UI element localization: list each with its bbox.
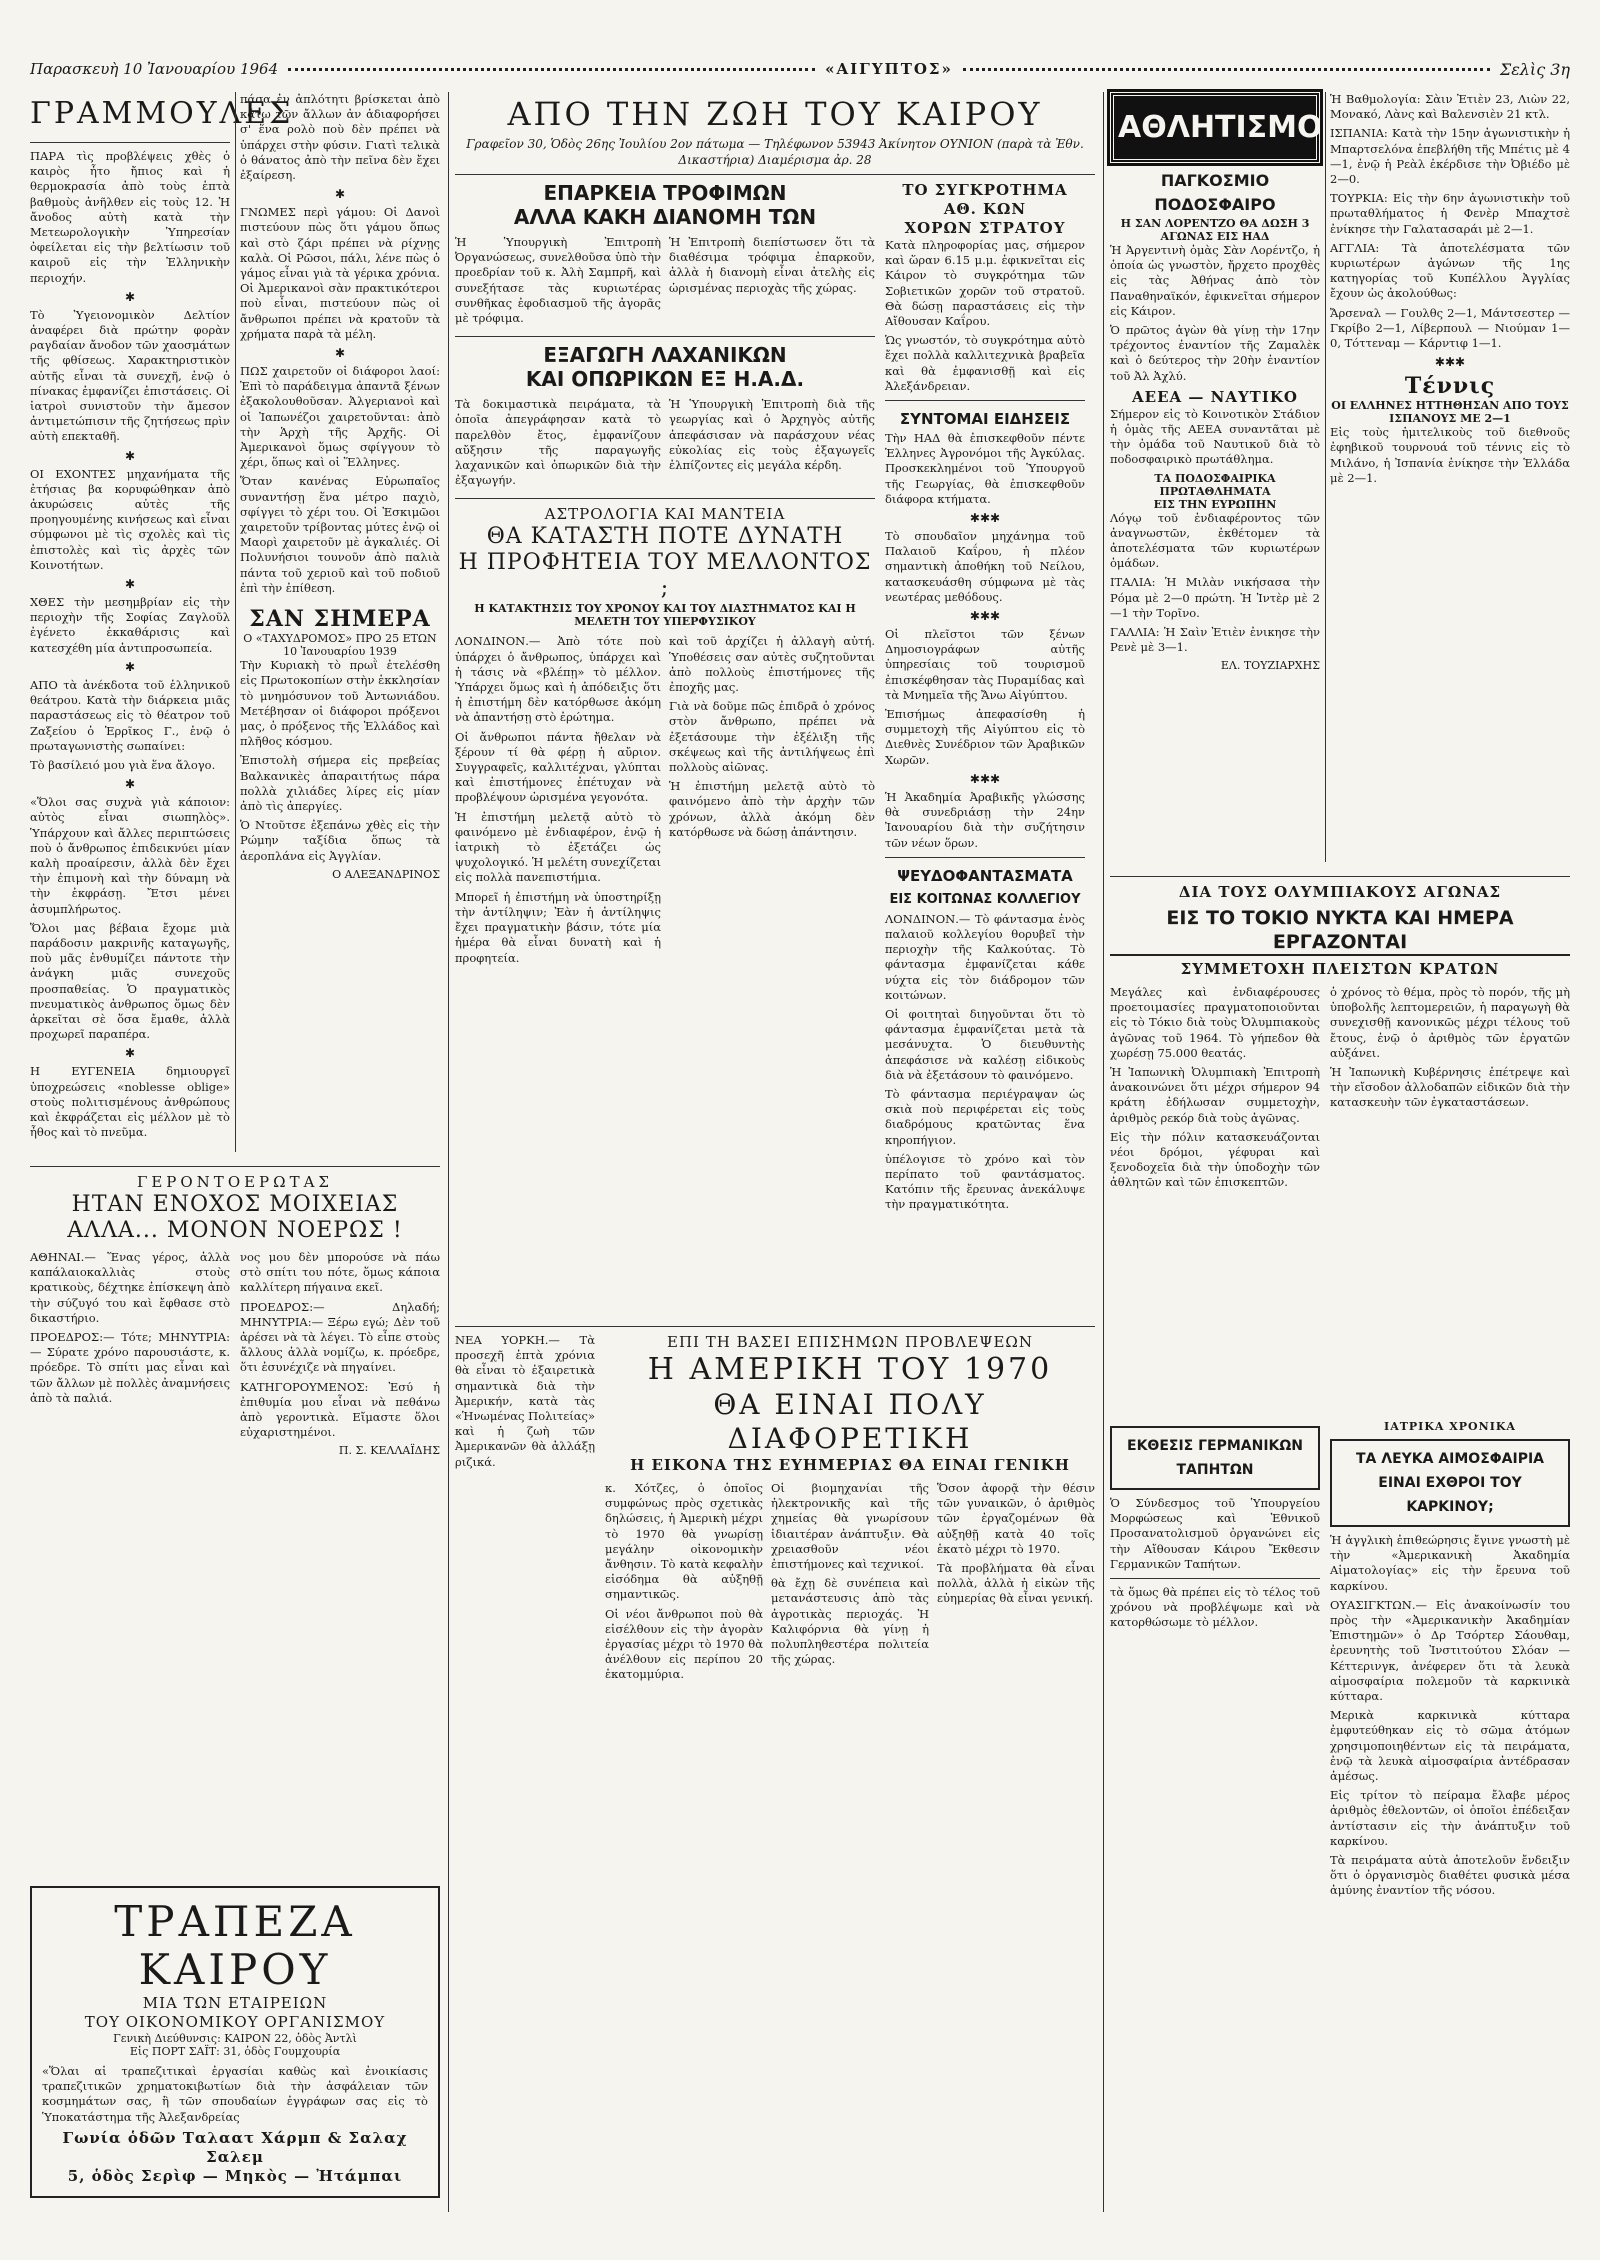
paragraph: «Ὅλοι σας συχνὰ γιὰ κάποιον: αὐτὸς εἶναι σιωπηλὸς». Ὑπάρχουν καὶ ἄλλες περιπτώσεις ποὺ ὁ ἄνθρωπος ἐπιδεικνύει μίαν καλὴ προαίρεσιν, ἀλλὰ δὲν ἔχει τὴν ἐπιμονὴ καὶ τὴν δύναμη νὰ τὴν ἐκφράσῃ. Ἔτσι μένει ἀσυμπλήρωτος. xyxy=(30,795,230,916)
article-headline: ΑΛΛΑ... ΜΟΝΟΝ ΝΟΕΡΩΣ ! xyxy=(67,1218,403,1243)
paragraph: Γιὰ νὰ δοῦμε πῶς ἐπιδρᾶ ὁ χρόνος στὸν ἄνθρωπο, πρέπει νὰ ἐξετάσουμε τὴν ἐξέλιξη τῆς σκέψεως καὶ τῆς ἀντιλήψεως ἐπὶ πολλοὺς αἰῶνας. xyxy=(669,699,875,775)
paragraph: Οἱ φοιτηταὶ διηγοῦνται ὅτι τὸ φάντασμα ἐμφανίζεται μετὰ τὰ μεσάνυχτα. Ὁ διευθυντὴς ἀπεφάσισε νὰ καλέσῃ εἰδικοὺς διὰ νὰ ἐξετάσουν τὸ φαινόμενο. xyxy=(885,1006,1085,1082)
paragraph: Ὡς γνωστόν, τὸ συγκρότημα αὐτὸ ἔχει πολλὰ καλλιτεχνικὰ βραβεῖα καὶ θὰ ἐμφανισθῇ καὶ εἰς Ἀλεξάνδρειαν. xyxy=(885,333,1085,393)
column-grammoules-cont xyxy=(240,92,440,1152)
article-kicker: ΙΑΤΡΙΚΑ ΧΡΟΝΙΚΑ xyxy=(1384,1420,1516,1433)
article-headline: ΕΙΣ ΤΟ ΤΟΚΙΟ ΝΥΚΤΑ ΚΑΙ ΗΜΕΡΑ ΕΡΓΑΖΟΝΤΑΙ xyxy=(1110,906,1570,956)
paragraph: ΑΠΟ τὰ ἀνέκδοτα τοῦ ἑλληνικοῦ θεάτρου. Κατὰ τὴν διάρκεια μιᾶς παραστάσεως εἰς τὸ θέατρον τοῦ Ζαξείου ὁ Ἑρρῖκος Γ., ἑνῷ ὁ πρωταγωνιστὴς σωπαίνει: xyxy=(30,677,230,753)
separator-star-icon: ✱ xyxy=(124,777,136,792)
article-headline: ΘΑ ΚΑΤΑΣΤΗ ΠΟΤΕ ΔΥΝΑΤΗ xyxy=(486,524,844,550)
section-title: ΓΡΑΜΜΟΥΛΕΣ xyxy=(30,96,294,131)
bank-text: «Ὅλαι αἱ τραπεζιτικαὶ ἐργασίαι καθὼς καὶ ἐνοικίασις τραπεζιτικῶν χρηματοκιβωτίων διὰ τὴν ἀσφάλειαν τῶν κοσμημάτων σας, ἢ τῶν σπουδαίων ἐγγράφων σας εἰς τὸ Ὑποκατάστημα τῆς Ἀλεξανδρείας xyxy=(42,2064,428,2124)
paragraph: τὰ ὅμως θὰ πρέπει εἰς τὸ τέλος τοῦ χρόνου νὰ προβλέψωμε καὶ νὰ κατορθώσωμε τὸ μέλλον. xyxy=(1110,1585,1320,1630)
paragraph: Μεγάλες καὶ ἐνδιαφέρουσες προετοιμασίες πραγματοποιοῦνται εἰς τὸ Τόκιο διὰ τοὺς Ὀλυμπιακοὺς ἀγῶνας τοῦ 1964. Τὸ γήπεδον θὰ χωρέσῃ 75.000 θεατάς. xyxy=(1110,985,1320,1060)
bank-address: Γωνία ὁδῶν Ταλαατ Χάρμπ & Σαλαχ Σαλεμ xyxy=(62,2128,408,2166)
paragraph: ΠΑΡΑ τὶς προβλέψεις χθὲς ὁ καιρὸς ἦτο ἤπιος καὶ ἡ θερμοκρασία ἀπὸ τοὺς ἑπτὰ βαθμοὺς ἀνῆλθεν εἰς τοὺς 12. Ἡ ἄνοδος αὐτὴ κατὰ τὴν Μετεωρολογικὴν Ὑπηρεσίαν ὀφείλεται εἰς τὴν βελτίωσιν τοῦ καιροῦ εἰς τὴν Ἑλληνικὴν περιοχήν. xyxy=(30,149,230,285)
article-headline: ΘΑ ΕΙΝΑΙ ΠΟΛΥ ΔΙΑΦΟΡΕΤΙΚΗ xyxy=(713,1388,987,1455)
signature: Ο ΑΛΕΞΑΝΔΡΙΝΟΣ xyxy=(332,867,440,881)
paragraph: Ἐπισήμως ἀπεφασίσθη ἡ συμμετοχὴ τῆς Αἰγύπτου εἰς τὸ Διεθνὲς Συνέδριον τῶν Ἀραβικῶν Χωρῶν. xyxy=(885,707,1085,767)
article-headline: ΕΙΣ ΚΟΙΤΩΝΑΣ ΚΟΛΛΕΓΙΟΥ xyxy=(889,891,1081,907)
article-headline: ΗΤΑΝ ΕΝΟΧΟΣ ΜΟΙΧΕΙΑΣ xyxy=(71,1192,399,1217)
paragraph: Τὴν ΗΑΔ θὰ ἐπισκεφθοῦν πέντε Ἑλληνες Ἀγρονόμοι τῆς Ἀγκύλας. Προσκεκλημένοι τοῦ Ὑπουργοῦ τῆς Γεωργίας, θὰ ἐπισκεφθοῦν διάφορα κτήματα. xyxy=(885,431,1085,506)
separator-star-icon: ✱ xyxy=(124,1046,136,1061)
masthead xyxy=(30,52,1570,86)
paragraph: καὶ τοῦ ἀρχίζει ἡ ἀλλαγὴ αὐτή. Ὑποθέσεις σαν αὐτὲς συζητοῦνται ἀπὸ πολλοὺς ἐπιστήμονες τῆς ἐποχῆς μας. xyxy=(669,634,875,695)
paragraph: ΝΕΑ ΥΟΡΚΗ.— Τὰ προσεχῆ ἑπτὰ χρόνια θὰ εἶναι τὸ ἐξαιρετικὰ σημαντικὰ διὰ τὴν Ἀμερικήν, κατὰ τὰς «Ἡνωμένας Πολιτείας» καὶ ἡ ζωὴ τῶν Ἀμερικανῶν θὰ ἀλλάξῃ ριζικά. xyxy=(455,1333,595,1469)
today-subtitle: Ο «ΤΑΧΥΔΡΟΜΟΣ» ΠΡΟ 25 ΕΤΩΝ xyxy=(243,632,437,646)
paragraph: Οἱ βιομηχανίαι τῆς ἠλεκτρονικῆς καὶ τῆς χημείας θὰ γνωρίσουν ἰδιαιτέραν ἀνάπτυξιν. Θὰ χρειασθοῦν νέοι ἐπιστήμονες καὶ τεχνικοί. xyxy=(771,1481,929,1572)
article-subhead: ΣΥΜΜΕΤΟΧΗ ΠΛΕΙΣΤΩΝ ΚΡΑΤΩΝ xyxy=(1180,960,1500,978)
sports-logo: ΑΘΛΗΤΙΣΜΟΣ xyxy=(1110,92,1320,163)
article-headline: Τέννις xyxy=(1404,373,1496,400)
paragraph: Τὰ προβλήματα θὰ εἶναι πολλὰ, ἀλλὰ ἡ εἰκὼν τῆς εὐημερίας θὰ εἶναι γενική. xyxy=(937,1561,1095,1606)
article-german-carpets xyxy=(1110,1420,1320,2220)
paragraph: Ὁ Σύνδεσμος τοῦ Ὑπουργείου Μορφώσεως καὶ Ἐθνικοῦ Προσανατολισμοῦ ὀργανώνει εἰς τὴν Αἴθουσαν Κάιρου Ἔκθεσιν Γερμανικῶν Ταπήτων. xyxy=(1110,1496,1320,1571)
bank-line: Εἰς ΠΟΡΤ ΣΑΪΤ: 31, ὁδὸς Γουμχουρία xyxy=(129,2045,341,2058)
article-medical xyxy=(1330,1420,1570,2220)
bank-line: ΤΟΥ ΟΙΚΟΝΟΜΙΚΟΥ ΟΡΓΑΝΙΣΜΟΥ xyxy=(84,2013,386,2031)
bank-line: ΜΙΑ ΤΩΝ ΕΤΑΙΡΕΙΩΝ xyxy=(142,1994,328,2012)
section-cairo-life xyxy=(455,92,1095,1262)
paragraph: ΓΑΛΛΙΑ: Ἡ Σαὶν Ἐτιὲν ἐνικησε τὴν Ρενὲ μὲ 3—1. xyxy=(1110,625,1320,655)
separator-star-icon: ✱✱✱ xyxy=(969,511,1001,526)
paragraph: Ἡ Ἀργεντινὴ ὁμὰς Σὰν Λορέντζο, ἡ ὁποία ὡς γνωστὸν, ἤρχετο προχθὲς εἰς τὰς Ἀθήνας ἀπὸ τὸν Παναθηναϊκόν, ἐφικνεῖται σήμερον εἰς Κάιρον. xyxy=(1110,243,1320,318)
article-headline: ΤΟ ΣΥΓΚΡΟΤΗΜΑ ΑΘ. ΚΩΝ xyxy=(902,181,1068,218)
column-rule xyxy=(235,92,236,1152)
paragraph: Ὅταν κανένας Εὐρωπαῖος συναντήσῃ ἕνα μέτρο παχιὸ, σφίγγει τὸ χέρι του. Οἱ Ἐσκιμῶοι χαιρετοῦν τρίβοντας μύτες ἐνῷ οἱ Μαορὶ χαιρετοῦν μὲ ἀγκαλιές. Οἱ Πολυνήσιοι τουνοῦν ἀπὸ παλιὰ πάντα τοῦ χεριοῦ καὶ τοῦ ποδιοῦ ἐπὶ τὴν ἐπίθεση. xyxy=(240,474,440,595)
article-kicker: ΑΣΤΡΟΛΟΓΙΑ ΚΑΙ ΜΑΝΤΕΙΑ xyxy=(544,505,786,524)
article-kicker: ΓΕΡΟΝΤΟΕΡΩΤΑΣ xyxy=(136,1173,334,1191)
paragraph: Τὸ σπουδαῖον μηχάνημα τοῦ Παλαιοῦ Καΐρου, ἡ πλέον σημαντικὴ ἀποθήκη τοῦ Νείλου, κατασκευάσθη σύμφωνα μὲ τὰς νεωτέρας μεθόδους. xyxy=(885,529,1085,604)
paragraph: Εἰς τοὺς ἡμιτελικοὺς τοῦ διεθνοῦς ἐφηβικοῦ τουρνουά τοῦ τέννις εἰς τὸ Μιλάνο, ἡ Ἰσπανία ἐνίκησε τὴν Ἑλλάδα μὲ 2—1. xyxy=(1330,425,1570,485)
paragraph: Ὁ πρῶτος ἀγὼν θὰ γίνῃ τὴν 17ην τρέχοντος ἐναντίον τῆς Ζαμαλὲκ καὶ ὁ δεύτερος τὴν 20ὴν ἐναντίον τοῦ Ἀλ Ἀχλύ. xyxy=(1110,323,1320,383)
article-kicker: ΕΠΙ ΤΗ ΒΑΣΕΙ ΕΠΙΣΗΜΩΝ ΠΡΟΒΛΕΨΕΩΝ xyxy=(667,1333,1033,1351)
paragraph: ΟΙ ΕΧΟΝΤΕΣ μηχανήματα τῆς ἐτήσιας βα κορυφώθηκαν ἀπὸ ἀκυρώσεις αὐτὲς τῆς προηγουμένης κινήσεως καὶ εἶναι σύμφωνοι μὲ τὶς σχολὲς καὶ τὶς ἐπιστολὲς καὶ τὶς ἀρχὲς τῶν Κοινοτήτων. xyxy=(30,466,230,572)
paragraph: Ἡ Ἰαπωνικὴ Ὀλυμπιακὴ Ἐπιτροπὴ ἀνακοινώνει ὅτι μέχρι σήμερον 94 κράτη ἐδήλωσαν συμμετοχὴν, ἀριθμὸς ρεκόρ διὰ τοὺς ἀγῶνας. xyxy=(1110,1065,1320,1125)
paragraph: Ἡ ἐπιστήμη μελετᾷ αὐτὸ τὸ φαινόμενο ἀπὸ τὴν ἀρχὴν τῶν χρόνων, ἀλλὰ ἀκόμη δὲν κατόρθωσε νὰ δώσῃ ἀπάντησιν. xyxy=(669,779,875,839)
separator-star-icon: ✱ xyxy=(124,577,136,592)
paragraph: ΑΓΓΛΙΑ: Τὰ ἀποτελέσματα τῶν κυριωτέρων ἀγώνων τῆς 1ης κατηγορίας τοῦ Κυπέλλου Ἀγγλίας ἔχουν ὡς ἀκολούθως: xyxy=(1330,240,1570,301)
article-headline: ΤΑ ΛΕΥΚΑ ΑΙΜΟΣΦΑΙΡΙΑ ΕΙΝΑΙ ΕΧΘΡΟΙ ΤΟΥ ΚΑΡΚΙΝΟΥ; xyxy=(1355,1451,1545,1515)
column-results xyxy=(1330,92,1570,862)
paragraph: Ἡ Ἰαπωνικὴ Κυβέρνησις ἐπέτρεψε καὶ τὴν εἴσοδον ἀλλοδαπῶν εἰδικῶν διὰ τὴν κατασκευὴν τῶν ἐγκαταστάσεων. xyxy=(1330,1065,1570,1110)
article-olympics xyxy=(1110,870,1570,1390)
issue-date: Παρασκευὴ 10 Ἰανουαρίου 1964 xyxy=(30,60,279,78)
separator-star-icon: ✱ xyxy=(334,346,346,361)
article-subhead: ΟΙ ΕΛΛΗΝΕΣ ΗΤΤΗΘΗΣΑΝ ΑΠΟ ΤΟΥΣ ΙΣΠΑΝΟΥΣ ΜΕ 2—1 xyxy=(1331,399,1569,426)
column-rule xyxy=(1325,92,1326,862)
article-headline: ΑΛΛΑ ΚΑΚΗ ΔΙΑΝΟΜΗ ΤΩΝ xyxy=(513,205,817,229)
paragraph: κ. Χότζες, ὁ ὁποῖος συμφώνως πρὸς σχετικὰς δηλώσεις, ἡ Ἀμερικὴ μέχρι τὸ 1970 θὰ γνωρίσῃ μεγάλην οἰκονομικὴν ἄνθησιν. Τὸ κατὰ κεφαλὴν εἰσόδημα θὰ αὐξηθῇ σημαντικῶς. xyxy=(605,1481,763,1602)
paragraph: νος μου δὲν μπορούσε νὰ πάω στὸ σπίτι του πότε, ὅμως κάποια καλλίτερη πήγαινα εκεῖ. xyxy=(240,1250,440,1295)
paragraph: Τὰ πειράματα αὐτὰ ἀποτελοῦν ἔνδειξιν ὅτι ὁ ὀργανισμὸς διαθέτει φυσικὰ μέσα ἀμύνης ἐναντίον τῆς νόσου. xyxy=(1330,1853,1570,1898)
paragraph: ὑπέλογισε τὸ χρόνο καὶ τὸν περίπατο τοῦ φαντάσματος. Κατόπιν τῆς ἔρευνας ἀνεκάλυψε τὴν πραγματικότητα. xyxy=(885,1151,1085,1212)
bank-title: ΤΡΑΠΕΖΑ ΚΑΙΡΟΥ xyxy=(114,1897,356,1994)
paragraph: ΠΡΟΕΔΡΟΣ:— Τότε; ΜΗΝΥΤΡΙΑ:— Σύρατε χρόνο παρουσιάστε, κ. πρόεδρε. Τὸ σπίτι μας εἶναι καὶ τῶν ἄλλων μὲ πολλὲς ἀναμνήσεις ἀπὸ τὰ παλιά. xyxy=(30,1330,231,1405)
section-title: ΑΠΟ ΤΗΝ ΖΩΗ ΤΟΥ ΚΑΙΡΟΥ xyxy=(507,95,1043,133)
bank-line: Γενικὴ Διεύθυνσις: ΚΑΙΡΟΝ 22, ὁδὸς Ἀντλὶ xyxy=(113,2032,357,2045)
article-headline: ΚΑΙ ΟΠΩΡΙΚΩΝ ΕΞ Η.Α.Δ. xyxy=(525,367,805,392)
article-subhead: Η ΚΑΤΑΚΤΗΣΙΣ ΤΟΥ ΧΡΟΝΟΥ ΚΑΙ ΤΟΥ ΔΙΑΣΤΗΜΑΤΟΣ ΚΑΙ Η ΜΕΛΕΤΗ ΤΟΥ ΥΠΕΡΦΥΣΙΚΟΥ xyxy=(474,602,856,629)
paragraph: Ὁ Ντοῦτσε ἐξεπάνω χθὲς εἰς τὴν Ρώμην ταξίδια ὅπως τὰ ἀεροπλάνα εἰς Ἀγγλίαν. xyxy=(240,818,440,863)
paper-name: «ΑΙΓΥΠΤΟΣ» xyxy=(825,60,953,78)
paragraph: Τὸ φάντασμα περιέγραψαν ὡς σκιὰ ποὺ περιφέρεται εἰς τοὺς διαδρόμους κρατῶντας ἕνα κηροπήγιον. xyxy=(885,1086,1085,1147)
paragraph: Τὰ δοκιμαστικὰ πειράματα, τὰ ὁποῖα ἀπεγράφησαν κατὰ τὸ παρελθὸν ἔτος, ἐμφανίζουν αὔξησιν τῆς παραγωγῆς λαχανικῶν καὶ ὀπωρικῶν διὰ τὴν ἐξαγωγήν. xyxy=(455,397,661,488)
paragraph: Εἰς τὴν πόλιν κατασκευάζονται νέοι δρόμοι, γέφυραι καὶ ξενοδοχεῖα διὰ τὴν ὑποδοχὴν τῶν ἀθλητῶν καὶ τῶν ἐπισκεπτῶν. xyxy=(1110,1129,1320,1190)
paragraph: ΓΝΩΜΕΣ περὶ γάμου: Οἱ Δανοὶ πιστεύουν πὼς ὅτι γάμου ὅπως καὶ στὸ ζάρι πρέπει νὰ ρίχνῃς καλὰ. Οἱ Ρῶσοι, πάλι, λένε πὼς ὁ γάμος εἶναι γιὰ τὰ γέρικα χρόνια. Οἱ Ἀμερικανοὶ σὰν πρακτικότεροι ποὺ εἶναι, πιστεύουν πὼς οἱ ἄνθρωποι πρέπει νὰ κρατοῦν τὰ χρήματα παρὰ τὰ μέλη. xyxy=(240,205,440,341)
paragraph: Σήμερον εἰς τὸ Κοινοτικὸν Στάδιον ἡ ὁμὰς τῆς ΑΕΕΑ συναντᾶται μὲ τὴν ὁμάδα τοῦ Ναυτικοῦ διὰ τὸ ποδοσφαιρικὸ πρωτάθλημα. xyxy=(1110,406,1320,467)
article-headline: Η ΑΜΕΡΙΚΗ ΤΟΥ 1970 xyxy=(647,1352,1053,1387)
article-gerontoerotas xyxy=(30,1160,440,1680)
bank-address: 5, ὁδὸς Σερὶφ — Μηκὸς — Ἠτάμπαι xyxy=(67,2166,403,2185)
paragraph: Ἡ Ἀκαδημία Ἀραβικῆς γλώσσης θὰ συνεδριάσῃ τὴν 24ην Ἰανουαρίου διὰ τὴν συζήτησιν τῶν νέων ὅρων. xyxy=(885,789,1085,850)
separator-star-icon: ✱✱✱ xyxy=(1434,355,1466,370)
signature: ΕΛ. ΤΟΥΖΙΑΡΧΗΣ xyxy=(1220,659,1320,673)
separator-star-icon: ✱ xyxy=(124,659,136,674)
article-headline: Η ΠΡΟΦΗΤΕΙΑ ΤΟΥ ΜΕΛΛΟΝΤΟΣ ; xyxy=(458,550,872,602)
article-headline: ΤΑ ΠΟΔΟΣΦΑΙΡΙΚΑ ΠΡΩΤΑΘΛΗΜΑΤΑ xyxy=(1154,471,1276,498)
paragraph: ΧΘΕΣ τὴν μεσημβρίαν εἰς τὴν περιοχὴν τῆς Σοφίας Ζαγλοῦλ ἐγένετο ἐκκαθάρισις καὶ κατεσχέθη μία ἀντιπροσωπεία. xyxy=(30,595,230,655)
separator-star-icon: ✱ xyxy=(334,187,346,202)
article-headline: ΑΕΕΑ — ΝΑΥΤΙΚΟ xyxy=(1132,387,1298,406)
article-kicker: ΔΙΑ ΤΟΥΣ ΟΛΥΜΠΙΑΚΟΥΣ ΑΓΩΝΑΣ xyxy=(1178,883,1502,901)
article-headline: ΣΥΝΤΟΜΑΙ ΕΙΔΗΣΕΙΣ xyxy=(899,410,1071,429)
paragraph: ΛΟΝΔΙΝΟΝ.— Τὸ φάντασμα ἑνὸς παλαιοῦ κολλεγίου θορυβεῖ τὴν περιοχὴν τῆς Καλκούτας. Τὸ φάντασμα ἐμφανίζεται κάθε νύχτα εἰς τὸν διάδρομον τῶν κοιτώνων. xyxy=(885,911,1085,1002)
signature: Π. Σ. ΚΕΛΛΑΪΔΗΣ xyxy=(338,1444,440,1458)
separator-star-icon: ✱ xyxy=(124,289,136,304)
paragraph: Ἡ Βαθμολογία: Σὰιν Ἐτιὲν 23, Λιὼν 22, Μονακό, Λὰνς καὶ Βαλενσιὲν 21 κτλ. xyxy=(1330,92,1570,122)
article-headline: ΧΟΡΩΝ ΣΤΡΑΤΟΥ xyxy=(904,219,1066,237)
paragraph: ὁ χρόνος τὸ θέμα, πρὸς τὸ πορόν, τῆς μὴ ὑποβολῆς λεπτομερειῶν, ἡ παραγωγὴ θὰ συνεχισθῇ κανονικῶς μέχρι τέλους τοῦ ἔτους, ἐνῷ ὁ ἀριθμὸς τῶν ἐργατῶν αὐξάνει. xyxy=(1330,985,1570,1060)
today-title: ΣΑΝ ΣΗΜΕΡΑ xyxy=(249,606,431,633)
paragraph: Λόγῳ τοῦ ἐνδιαφέροντος τῶν ἀναγνωστῶν, ἐκθέτομεν τὰ ἀποτελέσματα τῶν κυριωτέρων ὁμάδων. xyxy=(1110,510,1320,571)
separator-star-icon: ✱ xyxy=(124,448,136,463)
paragraph: Οἱ νέοι ἄνθρωποι ποὺ θὰ εἰσέλθουν εἰς τὴν ἀγορὰν ἐργασίας μέχρι τὸ 1970 θὰ ἀνέλθουν εἰς περίπου 20 ἑκατομμύρια. xyxy=(605,1606,763,1682)
paragraph: Οἱ πλεῖστοι τῶν ξένων Δημοσιογράφων αὐτῆς ὑπηρεσίαις τοῦ τουρισμοῦ ἐπισκέφθησαν τὰς Πυραμίδας καὶ τὰ Μνημεῖα τῆς Ἄνω Αἰγύπτου. xyxy=(885,627,1085,702)
office-address: Γραφεῖον 30, Ὁδὸς 26ης Ἰουλίου 2ον πάτωμα — Τηλέφωνον 53943 Ἀκίνητον ΟΥΝΙΟΝ (παρὰ τὰ Ἐθν. Δικαστήρια) Διαμέρισμα ἀρ. 28 xyxy=(466,137,1084,167)
article-headline: ΕΠΑΡΚΕΙΑ ΤΡΟΦΙΜΩΝ xyxy=(543,181,787,205)
paragraph: Ὅλοι μας βέβαια ἔχομε μιὰ παράδοσιν μακρινῆς καταγωγῆς, ποὺ μᾶς ἐνθυμίζει πάντοτε τὴν ἀνάγκη μιᾶς συνεχοῦς προσπαθείας. Ὁ πραγματικὸς πνευματικὸς ἀνθρωπος ὅμως δὲν ἀρκεῖται σὲ ὅσα ἔμαθε, ἀλλὰ προχωρεῖ παραπέρα. xyxy=(30,920,230,1042)
paragraph: ΠΡΟΕΔΡΟΣ:— Δηλαδή; ΜΗΝΥΤΡΙΑ:— Ξέρω εγώ; Δὲν τοῦ ἀρέσει νὰ τὰ λέγει. Τὸ εἶπε στοὺς ἄλλους ἀλλὰ νομίζω, κ. πρόεδρε, ὅτι ἐσυνέχιζε νὰ πηγαίνει. xyxy=(240,1299,440,1375)
paragraph: ΟΥΑΣΙΓΚΤΩΝ.— Εἰς ἀνακοίνωσίν του πρὸς τὴν «Ἀμερικανικὴν Ἀκαδημίαν Ἐπιστημῶν» ὁ Δρ Τσόρτερ Σάουθαμ, ἐρευνητὴς τοῦ Ἰνστιτούτου Σλόαν — Κέττερινγκ, ἀνέφερεν ὅτι τὰ λευκὰ αἱμοσφαίρια πολεμοῦν τὰ καρκινικὰ κύτταρα. xyxy=(1330,1597,1570,1704)
paragraph: Μπορεῖ ἡ ἐπιστήμη νὰ ὑποστηρίξῃ τὴν ἀντίληψιν; Ἐὰν ἡ ἀντίληψις ἔχει πραγματικὴν βάσιν, τότε μία ἡμέρα θὰ εἶναι δυνατὴ καὶ ἡ προφητεία. xyxy=(455,889,661,965)
paragraph: Ἐπιστολὴ σήμερα εἰς πρεβείας Βαλκανικὲς ἀπαραιτήτως πάρα πολλὰ χιλιάδες λίρες εἰς μίαν ἀπὸ τὶς ἀπεργίες. xyxy=(240,753,440,813)
column-grammoules xyxy=(30,92,294,1144)
article-subhead: Η ΣΑΝ ΛΟΡΕΝΤΖΟ ΘΑ ΔΩΣΗ 3 ΑΓΩΝΑΣ ΕΙΣ ΗΑΔ xyxy=(1120,217,1310,243)
separator-star-icon: ✱✱✱ xyxy=(969,771,1001,786)
paragraph: Ἡ Ὑπουργικὴ Ἐπιτροπὴ Ὀργανώσεως, συνελθοῦσα ὑπὸ τὴν προεδρίαν τοῦ κ. Ἀλὴ Σαμπρῆ, καὶ συνεξήτασε τὰς κυριωτέρας συνθῆκας ἐφοδιασμοῦ τῆς ἀγορᾶς μὲ τρόφιμα. xyxy=(455,235,661,326)
paragraph: Ἡ Ὑπουργικὴ Ἐπιτροπὴ διὰ τῆς γεωργίας καὶ ὁ Ἀρχηγὸς αὐτῆς ἀπεφάσισαν νὰ παράσχουν νέας εὐκολίας εἰς τοὺς ἐξαγωγεῖς ἐλπίζοντες εἰς μεγάλα κέρδη. xyxy=(669,397,875,473)
paragraph: ΛΟΝΔΙΝΟΝ.— Ἀπὸ τότε ποὺ ὑπάρχει ὁ ἄνθρωπος, ὑπάρχει καὶ ἡ τάσις νὰ «βλέπῃ» τὸ μέλλον. Ὑπάρχει ὅμως καὶ ἡ ἀπόδειξις ὅτι ἡ ἐπιστήμη δὲν κατόρθωσε ἀκόμη νὰ ἀπαντήσῃ στὸ ἐρώτημα. xyxy=(455,634,661,725)
paragraph: ΠΩΣ χαιρετοῦν οἱ διάφοροι λαοί: Ἐπὶ τὸ παράδειγμα ἀπαντᾶ ξένων ἐξακολουθοῦσαν. Ἀλγεριανοὶ καὶ οἱ Ἰαπωνέζοι χαιρετοῦνται: ἀπὸ τὴν Ἁρχὴ τῆς Ἀρχῆς. Οἱ Ἀμερικανοὶ ὅμως σφίγγουν τὸ χέρι, ὅπως καὶ οἱ Ἕλληνες. xyxy=(240,364,440,470)
paragraph: Τὴν Κυριακὴ τὸ πρωῒ ἐτελέσθη εἰς Πρωτοκοπίων στὴν ἑκκλησίαν τὸ μνημόσυνον τοῦ Ἀντωνιάδου. Μετέβησαν οἱ διάφοροι πρόξενοι μας, ὁ πρόξενος τῆς Ἑλλάδος καὶ πλῆθος κόσμου. xyxy=(240,658,440,749)
paragraph: Ἡ Ἐπιτροπὴ διεπίστωσεν ὅτι τὰ διαθέσιμα τρόφιμα ἐπαρκοῦν, ἀλλὰ ἡ διανομὴ εἶναι ἀτελὴς εἰς ὡρισμένας περιοχὰς τῆς χώρας. xyxy=(669,235,875,295)
paragraph: Μερικὰ καρκινικὰ κύτταρα ἐμφυτεύθηκαν εἰς τὸ σῶμα ἀτόμων χρησιμοποιηθέντων εἰς τὰ πειράματα, ἐνῷ τὰ λευκὰ αἱμοσφαίρια ἀντέδρασαν ἀμέσως. xyxy=(1330,1708,1570,1784)
article-headline: ΨΕΥΔΟΦΑΝΤΑΣΜΑΤΑ xyxy=(897,866,1073,885)
paragraph: Οἱ ἄνθρωποι πάντα ἤθελαν νὰ ξέρουν τί θὰ φέρῃ ἡ αὔριον. Συγγραφεῖς, καλλιτέχναι, γλύπται καὶ ἐπιστήμονες ἐπέτυχαν νὰ προβλέψουν ὡρισμένα γεγονότα. xyxy=(455,729,661,805)
paragraph: Εἰς τρίτον τὸ πείραμα ἔλαβε μέρος ἀριθμὸς ἐθελοντῶν, οἱ ὁποῖοι ἐπέδειξαν ἀντίστασιν εἰς τὴν ἀνάπτυξιν τοῦ καρκίνου. xyxy=(1330,1788,1570,1848)
article-headline: ΠΑΓΚΟΣΜΙΟ ΠΟΔΟΣΦΑΙΡΟ xyxy=(1154,171,1276,214)
paragraph: Ἡ ἀγγλικὴ ἐπιθεώρησις ἔγινε γνωστὴ μὲ τὴν «Ἀμερικανικὴ Ἀκαδημία Αἰματολογίας» εἰς τὴν ἔρευνα τοῦ καρκίνου. xyxy=(1330,1533,1570,1593)
paragraph: Τὸ Ὑγειονομικὸν Δελτίον ἀναφέρει διὰ πρώτην φορὰν ραγδαίαν ἄνοδον τῶν χαοσμάτων τῆς φθίσεως. Χαρακτηριστικὸν αὐτῆς εἶναι τὰ συνεχῆ, ἐνῷ ὁ πίνακας ἐμφανίζει ἐπιστάσεις. Οἱ ἰατροὶ συνιστοῦν τὴν ἄμεσον ἀντιμετώπισιν τῆς ζητήσεως πρὶν αὐτὴ επεκταθῆ. xyxy=(30,307,230,444)
today-date: 10 Ἰανουαρίου 1939 xyxy=(283,645,397,659)
paragraph: Ἡ ἐπιστήμη μελετᾷ αὐτὸ τὸ φαινόμενο μὲ ἐνδιαφέρον, ἐνῷ ἡ ἰατρικὴ τὸ ἐξετάζει ὡς ψυχολογικό. Ἡ μελέτη συνεχίζεται εἰς πολλὰ πανεπιστήμια. xyxy=(455,809,661,885)
paragraph: Ὅσον ἀφορᾷ τὴν θέσιν τῶν γυναικῶν, ὁ ἀριθμὸς τῶν ἐργαζομένων θὰ αὐξηθῇ κατὰ 40 τοῖς ἑκατὸ μέχρι τὸ 1970. xyxy=(937,1481,1095,1556)
article-headline: ΕΞΑΓΩΓΗ ΛΑΧΑΝΙΚΩΝ xyxy=(543,343,787,368)
article-subhead: Η ΕΙΚΟΝΑ ΤΗΣ ΕΥΗΜΕΡΙΑΣ ΘΑ ΕΙΝΑΙ ΓΕΝΙΚΗ xyxy=(630,1456,1070,1474)
paragraph: ΚΑΤΗΓΟΡΟΥΜΕΝΟΣ: Ἐσύ ἡ ἐπιθυμία μου εἶναι νὰ πεθάνω ἀπὸ γεροντικὰ. Εἴμαστε ὅλοι εὐχαριστημένοι. xyxy=(240,1379,440,1440)
page-number: Σελὶς 3η xyxy=(1499,59,1571,79)
paragraph: Κατὰ πληροφορίας μας, σήμερον καὶ ὥραν 6.15 μ.μ. ἐφικνεῖται εἰς Κάιρον τὸ συγκρότημα τῶν Σοβιετικῶν χορῶν τοῦ στρατοῦ. Θὰ δώσῃ παραστάσεις εἰς τὴν Αἴθουσαν Καΐρου. xyxy=(885,238,1085,329)
paragraph: πάσα ἐν ἀπλότητι βρίσκεται ἀπὸ κάτω τῶν ἄλλων ἀν ἀδιαφορήσει σ' ἕνα ρολὸ ποὺ δὲν πρέπει νὰ ὑπάρχει στὴν φύσιν. Γιατὶ τελικὰ ὁ θάνατος ἀπὸ τὴν πεῖνα δὲν ἔχει ἐξαίρεση. xyxy=(240,92,440,183)
article-headline: ΕΙΣ ΤΗΝ ΕΥΡΩΠΗΝ xyxy=(1153,497,1277,511)
paragraph: ΤΟΥΡΚΙΑ: Εἰς τὴν 6ην ἀγωνιστικὴν τοῦ πρωταθλήματος ἡ Φενὲρ Μπαχτσὲ ἐνίκησε τὴν Γαλατασαράι μὲ 2—1. xyxy=(1330,191,1570,236)
column-rule xyxy=(1103,92,1104,2212)
bank-advertisement xyxy=(30,1880,440,2220)
separator-star-icon: ✱✱✱ xyxy=(969,609,1001,624)
dotted-rule xyxy=(288,68,815,71)
article-headline: ΕΚΘΕΣΙΣ ΓΕΡΜΑΝΙΚΩΝ ΤΑΠΗΤΩΝ xyxy=(1127,1438,1303,1478)
paragraph: ΑΘΗΝΑΙ.— Ἕνας γέρος, ἀλλὰ καπάλαιοκαλλιὰς στοὺς κρατικοὺς, δέχτηκε ἐπίσκεψη ἀπὸ τὴν σύζυγό του καὶ ἔφθασε στὸ δικαστήριο. xyxy=(30,1250,230,1325)
dotted-rule xyxy=(963,68,1490,71)
paragraph: θὰ ἔχῃ δὲ συνέπεια καὶ μετανάστευσις ἀπὸ τὰς ἀγροτικὰς περιοχάς. Ἡ Καλιφόρνια θὰ γίνῃ ἡ πολυπληθεστέρα πολιτεία τῆς χώρας. xyxy=(771,1576,929,1667)
paragraph: Τὸ βασίλειό μου γιὰ ἕνα ἄλογο. xyxy=(30,757,216,772)
paragraph: Ἄρσεναλ — Γουλθς 2—1, Μάντσεστερ — Γκρίβο 2—1, Λίβερπουλ — Νιούμαν 1—0, Τόττεναμ — Κάρντιφ 1—1. xyxy=(1330,305,1570,351)
column-rule xyxy=(448,92,449,2212)
article-america-1970 xyxy=(455,1320,1095,2220)
paragraph: Η ΕΥΓΕΝΕΙΑ δημιουργεῖ ὑποχρεώσεις «noblesse oblige» στοὺς πολιτισμένους ἀνθρώπους καὶ ἐκφράζεται εἰς μέλλον μὲ τὸ ἦθος καὶ τὸ πνεῦμα. xyxy=(30,1064,230,1140)
paragraph: ΙΣΠΑΝΙΑ: Κατὰ τὴν 15ην ἀγωνιστικὴν ἡ Μπαρτσελόνα ἐπεβλήθη τῆς Μπέτις μὲ 4—1, ἐνῷ ἡ Ρεὰλ ἐκέρδισε τὴν Ὀβιέδο μὲ 2—0. xyxy=(1330,126,1570,187)
paragraph: ΙΤΑΛΙΑ: Ἡ Μιλὰν νικήσασα τὴν Ρόμα μὲ 2—0 πρώτη. Ἡ Ἰντὲρ μὲ 2—1 τὴν Τορῖνο. xyxy=(1110,575,1320,620)
